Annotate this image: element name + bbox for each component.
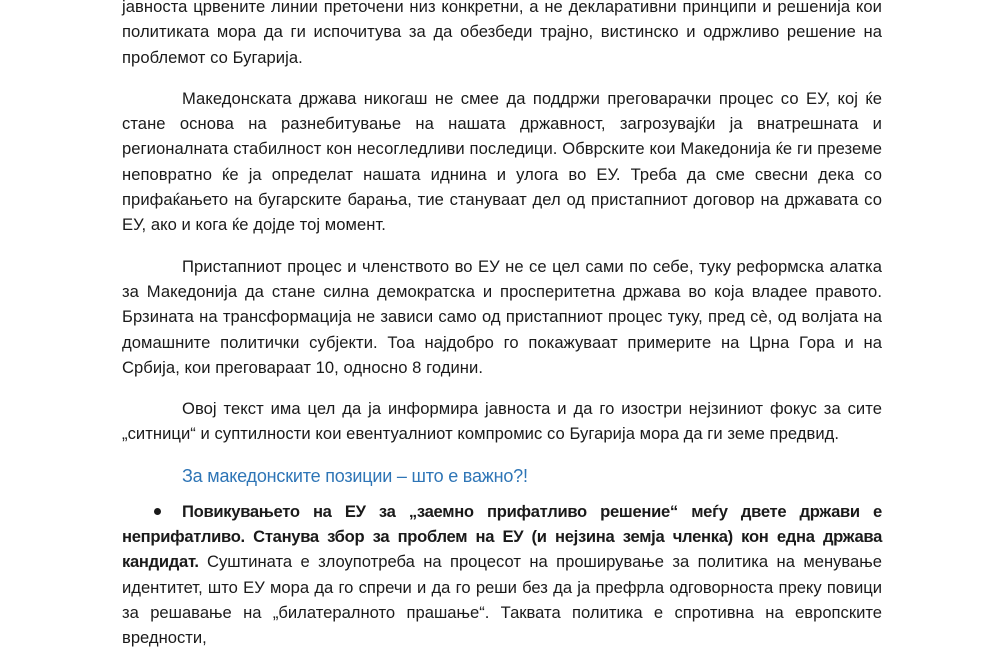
bullet-body-text: Суштината е злоупотреба на процесот на проширување за политика на менување идентитет, што ЕУ мора да го спречи и да го реши без да ја префрла одговорноста преку повици за решавање на „билатералното прашање“. Таквата политика е спротивна на европските вредности,	[122, 552, 882, 648]
bullet-bold-text: Повикувањето на ЕУ за „заемно прифатливо решение“ меѓу двете држави е неприфатливо. Станува збор за проблем на ЕУ (и нејзина земја членка) кон една држава кандидат.	[122, 501, 882, 572]
paragraph-1: јавноста црвените линии преточени низ конкретни, а не декларативни принципи и решенија кои политиката мора да ги испочитува за да обезбеди трајно, вистинско и одржливо решение на проблемот со Бугарија.	[122, 0, 882, 67]
paragraph-2: Македонската држава никогаш не смее да поддржи преговарачки процес со ЕУ, кој ќе стане основа на разнебитување на нашата државност, загрозувајќи ја внатрешната и регионалната стабилност кон несогледливи последици. Обврските кои Македонија ќе ги преземе неповратно ќе ја определат нашата иднина и улога во ЕУ. Треба да сме свесни дека со прифаќањето на бугарските барања, тие стануваат дел од пристапниот договор на државата со ЕУ, ако и кога ќе дојде тој момент.	[122, 88, 882, 235]
paragraph-3: Пристапниот процес и членството во ЕУ не се цел сами по себе, туку реформска алатка за Македонија да стане силна демократска и просперитетна држава во која владее правото. Брзината на трансформација не зависи само од пристапниот процес туку, пред сè, од волјата на домашните политички субјекти. Тоа најдобро го покажуваат примерите на Црна Гора и на Србија, кои преговараат 10, односно 8 години.	[122, 256, 882, 377]
document-body	[122, 0, 882, 651]
bullet-list-item	[122, 499, 882, 651]
bullet-dot-icon	[154, 508, 161, 515]
paragraph-4: Овој текст има цел да ја информира јавноста и да го изостри нејзиниот фокус за сите „ситници“ и суптилности кои евентуалниот компромис со Бугарија мора да ги земе предвид.	[122, 399, 882, 444]
section-heading: За македонските позиции – што е важно?!	[182, 465, 528, 486]
